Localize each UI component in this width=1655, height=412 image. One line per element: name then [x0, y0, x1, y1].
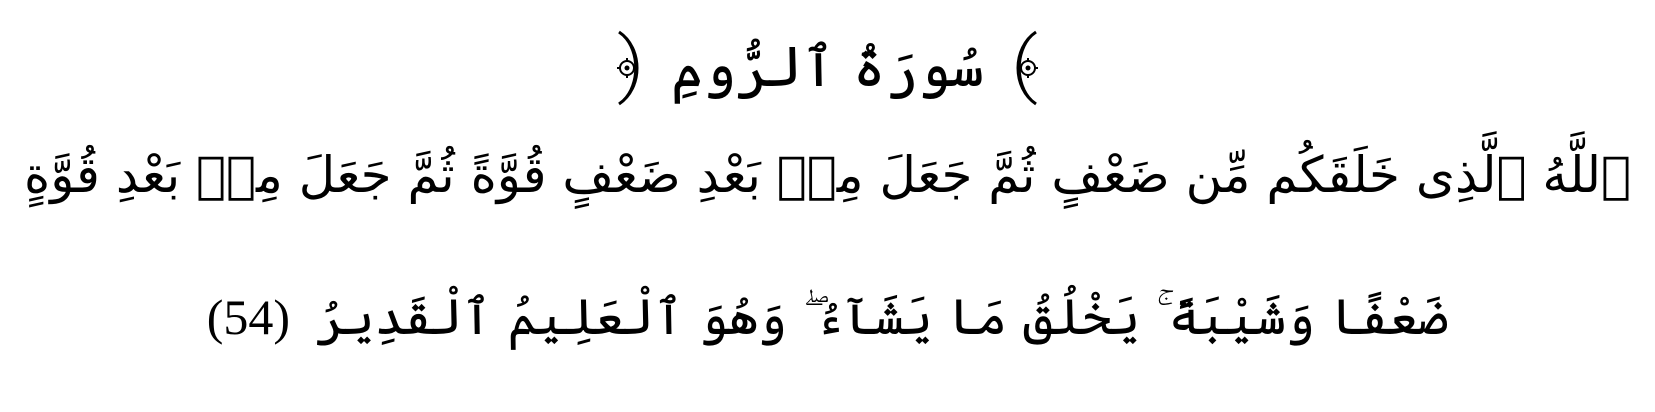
verse-number: (54) [206, 289, 291, 345]
verse-line-2 [0, 272, 1655, 362]
surah-header [0, 18, 1655, 118]
left-ornament-icon [607, 28, 653, 108]
verse-line-1: ٱللَّهُ ٱلَّذِى خَلَقَكُم مِّن ضَعْفٍ ثُمَّ جَعَلَ مِنۢ بَعْدِ ضَعْفٍ قُوَّةً ثُمَّ جَعَلَ مِنۢ بَعْدِ قُوَّةٍ [24, 146, 1631, 204]
right-ornament-icon [1002, 28, 1048, 108]
verse-line-2-text: ضَعْفًا وَشَيْبَةً ۚ يَخْلُقُ مَا يَشَآءُ ۖ وَهُوَ ٱلْعَلِيمُ ٱلْقَدِيرُ [315, 288, 1449, 346]
surah-title: سُورَةُ ٱلرُّومِ [670, 35, 985, 100]
